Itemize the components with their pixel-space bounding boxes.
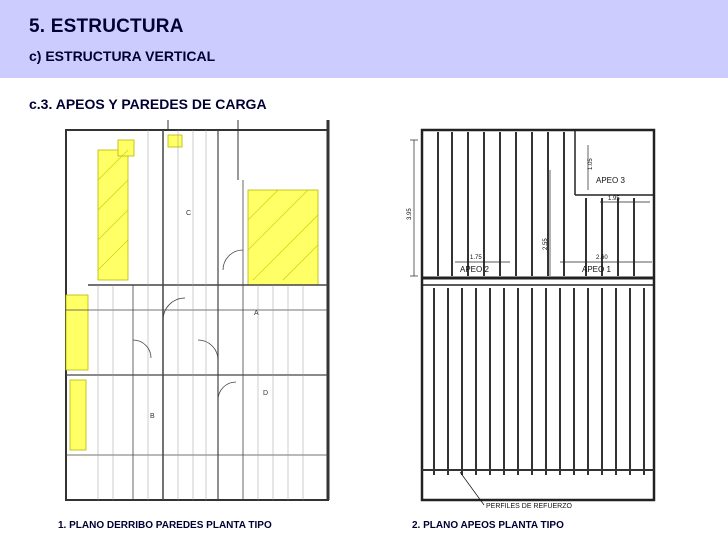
- apeo-3-label: APEO 3: [596, 176, 625, 185]
- reinforcement-note: PERFILES DE REFUERZO: [486, 503, 572, 510]
- dimension-1-05: 1.05: [588, 158, 594, 170]
- shoring-floor-plan: [400, 120, 672, 512]
- caption-shoring-plan: 2. PLANO APEOS PLANTA TIPO: [412, 520, 564, 531]
- dimension-3-95: 3.95: [407, 208, 413, 220]
- header-bar: [0, 0, 728, 78]
- demolition-floor-plan: [58, 120, 340, 512]
- dimension-2-60: 2.60: [596, 255, 608, 261]
- apeo-2-label: APEO 2: [460, 265, 489, 274]
- apeo-1-label: APEO 1: [582, 265, 611, 274]
- dimension-2-55: 2.55: [543, 238, 549, 250]
- section-title: c.3. APEOS Y PAREDES DE CARGA: [29, 96, 267, 112]
- room-label-a: A: [254, 310, 259, 317]
- demolition-highlight: [66, 135, 318, 450]
- dimension-1-95: 1.95: [608, 196, 620, 202]
- page-subtitle: c) ESTRUCTURA VERTICAL: [29, 48, 216, 64]
- page-title: 5. ESTRUCTURA: [29, 16, 184, 37]
- room-label-d: D: [263, 390, 269, 397]
- room-label-c: C: [186, 210, 192, 217]
- caption-demolition-plan: 1. PLANO DERRIBO PAREDES PLANTA TIPO: [58, 520, 272, 531]
- dimension-1-75: 1.75: [470, 255, 482, 261]
- room-label-b: B: [150, 413, 155, 420]
